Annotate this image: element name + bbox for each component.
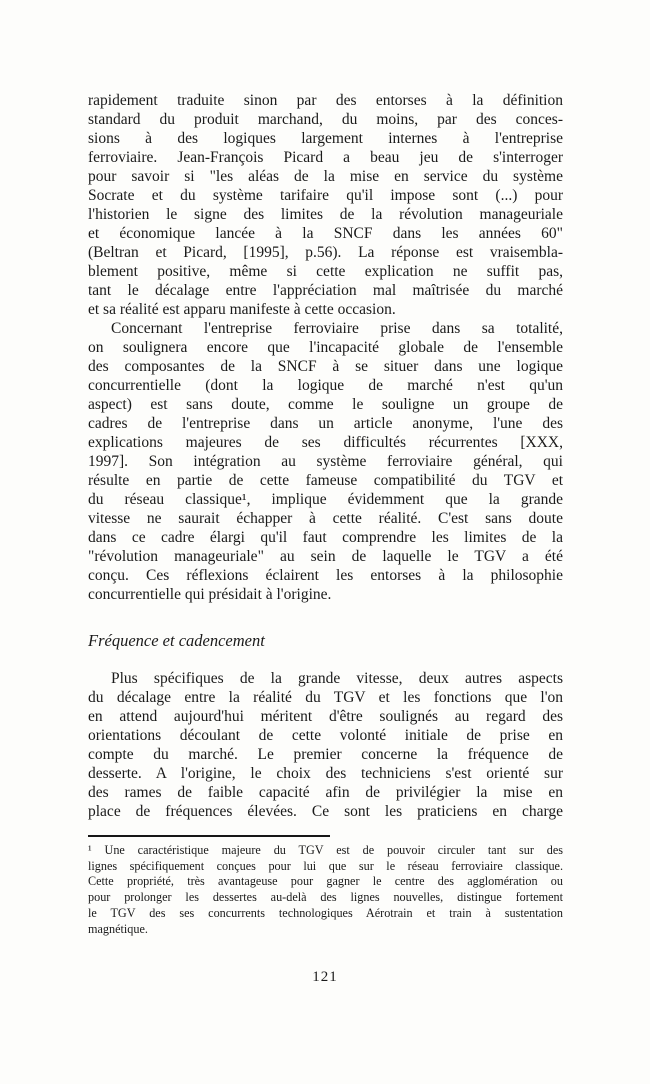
text-line: tant le décalage entre l'appréciation mal maîtrisée du marché <box>88 282 563 299</box>
footnote-line: ¹ Une caractéristique majeure du TGV est de pouvoir circuler tant sur des <box>88 843 563 857</box>
text-line: concurrentielle (dont la logique de marché n'est qu'un <box>88 377 563 394</box>
text-line: place de fréquences élevées. Ce sont les praticiens en charge <box>88 803 563 820</box>
text-line: blement positive, même si cette explication ne suffit pas, <box>88 263 563 280</box>
section-heading: Fréquence et cadencement <box>88 631 265 650</box>
text-line: pour savoir si "les aléas de la mise en service du système <box>88 168 563 185</box>
body-text <box>88 91 563 937</box>
footnote-line: le TGV des ses concurrents technologiques Aérotrain et train à sustentation <box>88 905 563 920</box>
text-line: Concernant l'entreprise ferroviaire prise dans sa totalité, <box>111 320 563 337</box>
text-line: des rames de faible capacité afin de privilégier la mise en <box>88 784 563 801</box>
footnote <box>88 843 563 937</box>
text-line: sions à des logiques largement internes à l'entreprise <box>88 130 563 147</box>
text-line: explications majeures de ses difficultés récurrentes [XXX, <box>88 434 563 451</box>
text-line: des composantes de la SNCF à se situer dans une logique <box>88 358 563 375</box>
text-line: on soulignera encore que l'incapacité globale de l'ensemble <box>88 339 563 356</box>
paragraph-1 <box>88 91 563 319</box>
text-line: cadres de l'entreprise dans un article anonyme, l'une des <box>88 415 563 432</box>
text-line: et sa réalité est apparu manifeste à cette occasion. <box>88 301 396 318</box>
footnote-divider <box>88 835 330 837</box>
text-line: en attend aujourd'hui méritent d'être soulignés au regard des <box>88 708 563 725</box>
footnote-line: lignes spécifiquement conçues pour lui que sur le réseau ferroviaire classique. <box>88 858 563 873</box>
page-number: 121 <box>312 969 338 985</box>
text-line: ferroviaire. Jean-François Picard a beau jeu de s'interroger <box>88 149 563 166</box>
text-line: Socrate et du système tarifaire qu'il impose sont (...) pour <box>88 187 563 204</box>
text-line: vitesse ne saurait échapper à cette réalité. C'est sans doute <box>88 510 563 527</box>
text-line: l'historien le signe des limites de la révolution manageuriale <box>88 206 563 223</box>
text-line: compte du marché. Le premier concerne la fréquence de <box>88 746 563 763</box>
footnote-line: magnétique. <box>88 921 148 936</box>
text-line: du réseau classique¹, implique évidemment que la grande <box>88 491 563 508</box>
footnote-line: Cette propriété, très avantageuse pour gagner le centre des agglomération ou <box>88 874 563 889</box>
text-line: desserte. A l'origine, le choix des techniciens s'est orienté sur <box>88 765 563 782</box>
footnote-line: pour prolonger les dessertes au-delà des lignes nouvelles, distingue fortement <box>88 890 563 905</box>
text-line: dans ce cadre élargi qu'il faut comprendre les limites de la <box>88 529 563 546</box>
text-line: "révolution manageuriale" au sein de laquelle le TGV a été <box>88 548 563 565</box>
text-line: (Beltran et Picard, [1995], p.56). La réponse est vraisembla- <box>88 244 563 261</box>
text-line: résulte en partie de cette fameuse compatibilité du TGV et <box>88 472 563 489</box>
text-line: aspect) est sans doute, comme le souligne un groupe de <box>88 396 563 413</box>
text-line: et économique lancée à la SNCF dans les années 60" <box>88 225 563 242</box>
text-line: Plus spécifiques de la grande vitesse, deux autres aspects <box>111 670 563 687</box>
text-line: conçu. Ces réflexions éclairent les entorses à la philosophie <box>88 567 563 584</box>
text-line: standard du produit marchand, du moins, par des conces- <box>88 111 563 128</box>
text-line: du décalage entre la réalité du TGV et les fonctions que l'on <box>88 689 563 706</box>
paragraph-2 <box>88 319 563 604</box>
text-line: 1997]. Son intégration au système ferroviaire général, qui <box>88 453 563 470</box>
text-line: orientations découlant de cette volonté initiale de prise en <box>88 727 563 744</box>
text-line: rapidement traduite sinon par des entorses à la définition <box>88 92 563 109</box>
paragraph-3 <box>88 669 563 821</box>
text-line: concurrentielle qui présidait à l'origine. <box>88 586 332 603</box>
